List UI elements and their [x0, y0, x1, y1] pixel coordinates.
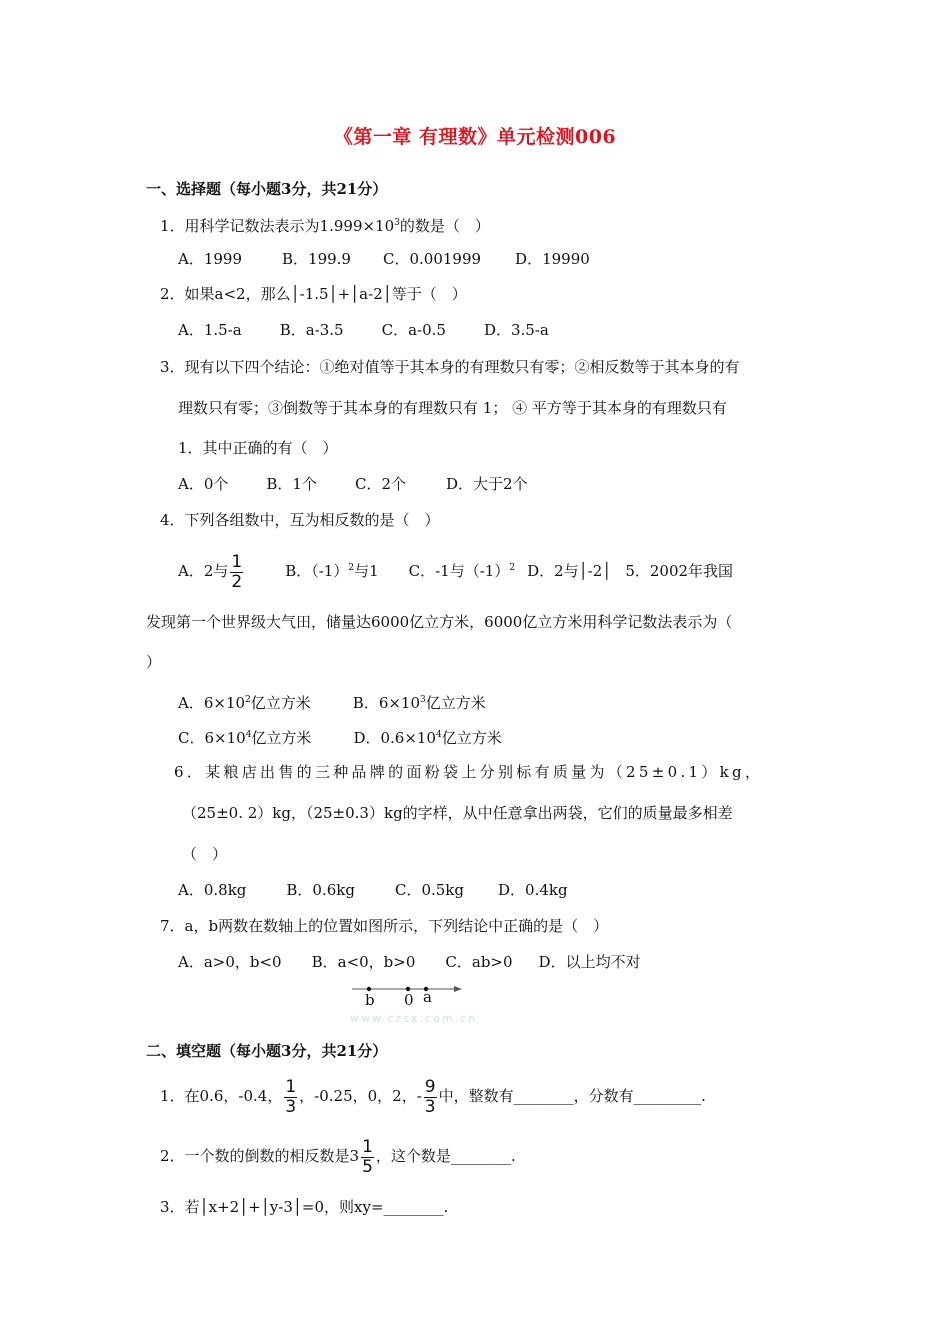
fraction: $\frac{1}{3}$ [285, 1076, 297, 1117]
fill-question-2: 2．一个数的倒数的相反数是3 $\frac{1}{5}$ ，这个数是________. [160, 1136, 516, 1177]
question-3-line-2: 理数只有零；③倒数等于其本身的有理数只有 1； ④ 平方等于其本身的有理数只有 [178, 399, 727, 417]
option-c: C．-1与$(-1)^2$ [408, 562, 516, 580]
fraction: $\frac{9}{3}$ [424, 1076, 436, 1117]
question-4-options [178, 548, 733, 592]
option-d: D．2与│-2│ [527, 562, 612, 580]
label-a: a [423, 988, 432, 1006]
question-2: 2．如果a<2，那么│-1.5│+│a-2│等于（ ） [160, 285, 467, 303]
fraction: $\frac{1}{2}$ [231, 551, 243, 592]
question-1: 1．用科学记数法表示为$1.999\times 10^3$的数是（ ） [160, 217, 490, 235]
question-3-options [178, 474, 528, 494]
question-3-line-3: 1．其中正确的有（ ） [178, 439, 338, 457]
option-c: C．2个 [354, 475, 406, 493]
fill-question-1: 1．在0.6，-0.4， $\frac{1}{3}$ ，-0.25，0，2，- $\frac{9}{3}$ 中，整数有________，分数有_________. [160, 1076, 706, 1117]
option-c: C．$6\times 10^4$亿立方米 [178, 729, 312, 747]
label-b: b [365, 991, 375, 1008]
option-d: D．以上均不对 [538, 953, 641, 971]
option-d: D．0.4kg [498, 881, 568, 899]
question-5-start: 5．2002年我国 [625, 562, 734, 580]
option-c: C．a-0.5 [381, 321, 446, 339]
question-2-options [178, 320, 549, 340]
option-a: A．$6\times 10^2$亿立方米 [178, 694, 311, 712]
option-c: C．ab>0 [445, 953, 513, 971]
question-5-line-2: ） [146, 653, 162, 671]
question-5-options-row-1 [178, 690, 486, 713]
option-d: D．大于2个 [446, 475, 528, 493]
question-7: 7．a，b两数在数轴上的位置如图所示，下列结论中正确的是（ ） [160, 917, 609, 935]
question-6-line-2: （25±0. 2）kg，（25±0.3）kg的字样，从中任意拿出两袋，它们的质量最多相差 [182, 804, 733, 822]
question-4: 4．下列各组数中，互为相反数的是（ ） [160, 511, 440, 529]
question-6-line-1: 6．某粮店出售的三种品牌的面粉袋上分别标有质量为（25±0.1）kg， [174, 763, 764, 781]
option-d: D．3.5-a [483, 321, 549, 339]
option-d: D．19990 [515, 250, 590, 268]
question-6-options [178, 880, 568, 900]
label-zero: 0 [404, 991, 414, 1008]
option-a: A．2与 $\frac{1}{2}$ [178, 551, 243, 592]
option-a: A．1999 [178, 250, 243, 268]
option-b: B．0.6kg [286, 881, 355, 899]
question-3-line-1: 3．现有以下四个结论：①绝对值等于其本身的有理数只有零；②相反数等于其本身的有 [160, 358, 740, 376]
section-heading-fill-in: 二、填空题（每小题3分，共21分） [146, 1042, 388, 1060]
fill-question-3: 3．若│x+2│+│y-3│=0，则xy=________. [160, 1198, 449, 1216]
option-a: A．1.5-a [178, 321, 242, 339]
section-heading-choice: 一、选择题（每小题3分，共21分） [146, 180, 388, 198]
question-1-options [178, 249, 590, 269]
option-b: B．a-3.5 [279, 321, 344, 339]
option-b: B．$(-1)^2$与1 [285, 562, 379, 580]
question-5-line-1: 发现第一个世界级大气田，储量达6000亿立方米，6000亿立方米用科学记数法表示为（ [146, 613, 733, 631]
page-title: 《第一章 有理数》单元检测006 [333, 126, 617, 148]
option-a: A．0.8kg [178, 881, 247, 899]
option-c: C．0.001999 [382, 250, 482, 268]
question-6-line-3: （ ） [182, 845, 228, 863]
option-c: C．0.5kg [394, 881, 464, 899]
fraction: $\frac{1}{5}$ [362, 1136, 373, 1177]
option-a: A．0个 [178, 475, 229, 493]
number-line-figure [350, 978, 470, 1008]
option-b: B．$6\times 10^3$亿立方米 [352, 694, 486, 712]
question-5-options-row-2 [178, 725, 502, 748]
option-b: B．a<0，b>0 [311, 953, 416, 971]
option-d: D．$0.6\times 10^4$亿立方米 [353, 729, 502, 747]
number-line-arrow-icon [454, 986, 462, 992]
option-a: A．a>0，b<0 [178, 953, 282, 971]
option-b: B．1个 [266, 475, 317, 493]
watermark: www.czsx.com.cn [350, 1012, 478, 1025]
option-b: B．199.9 [282, 250, 351, 268]
question-7-options [178, 952, 641, 972]
